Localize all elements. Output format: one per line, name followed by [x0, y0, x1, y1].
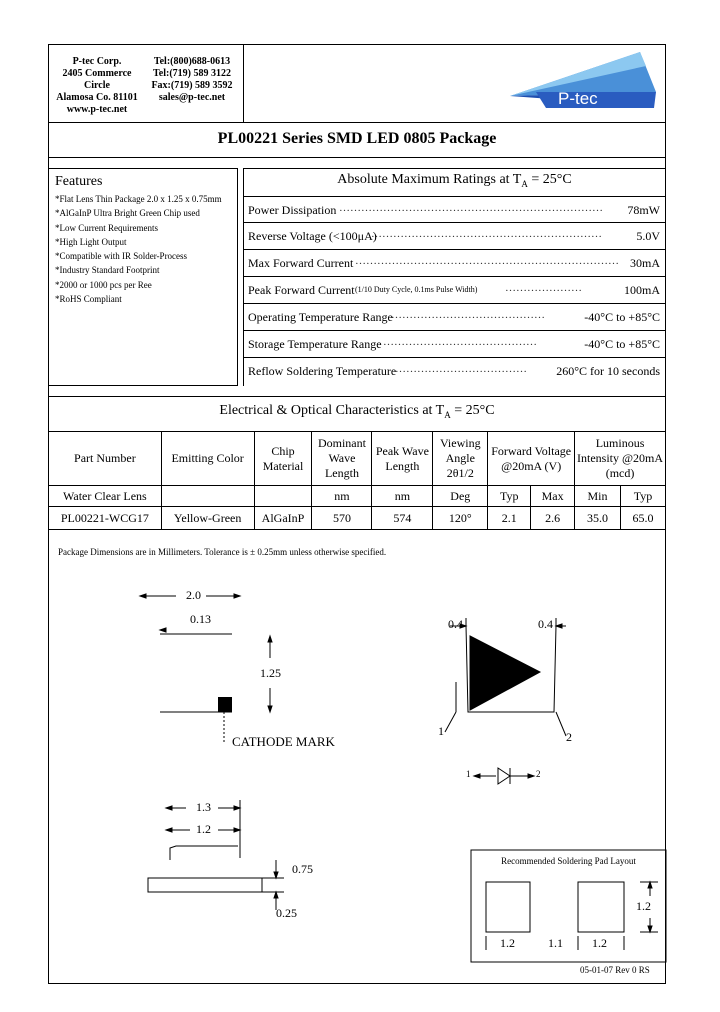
- col-header: Dominant Wave Length: [312, 432, 372, 486]
- package-note: Package Dimensions are in Millimeters. Tolerance is ± 0.25mm unless otherwise specified.: [58, 547, 387, 557]
- col-header: Peak Wave Length: [372, 432, 433, 486]
- feature-item: *2000 or 1000 pcs per Ree: [55, 279, 152, 290]
- pad-width-right: 1.2: [592, 936, 607, 950]
- rating-row: Reverse Voltage (<100μA) ……………………………………………………… 5.0V: [243, 222, 666, 248]
- cathode-mark-label: CATHODE MARK: [232, 734, 335, 749]
- col-header: Forward Voltage @20mA (V): [488, 432, 575, 486]
- rating-row: Peak Forward Current (1/10 Duty Cycle, 0.1ms Pulse Width) ………………… 100mA: [243, 276, 666, 302]
- page-title: PL00221 Series SMD LED 0805 Package: [217, 130, 497, 147]
- table-cell: Yellow-Green: [161, 507, 254, 530]
- table-cell: nm: [372, 486, 433, 507]
- eo-heading: Electrical & Optical Characteristics at $T_A = 25^\circ C$: [219, 403, 495, 420]
- logo-text: P-tec: [558, 89, 598, 108]
- pad-height: 1.2: [636, 899, 651, 913]
- table-cell: 574: [372, 507, 433, 530]
- company-contact: Tel:(800)688-0613 Tel:(719) 589 3122 Fax:(719) 589 3592 sales@p-tec.net: [151, 56, 233, 103]
- col-header: Chip Material: [254, 432, 312, 486]
- rating-row: Reflow Soldering Temperature ……………………………… 260°C for 10 seconds: [243, 357, 666, 386]
- table-cell: 2.6: [531, 507, 575, 530]
- symbol-pin-1: 1: [466, 769, 471, 779]
- symbol-pin-2: 2: [536, 769, 541, 779]
- table-cell: 2.1: [488, 507, 531, 530]
- revision-footer: 05-01-07 Rev 0 RS: [580, 965, 650, 975]
- col-header: Luminous Intensity @20mA (mcd): [575, 432, 666, 486]
- rating-row: Operating Temperature Range …………………………………… -40°C to +85°C: [243, 303, 666, 329]
- feature-item: *Flat Lens Thin Package 2.0 x 1.25 x 0.75mm: [55, 194, 222, 204]
- pad-gap: 1.1: [548, 936, 563, 950]
- company-address: P-tec Corp. 2405 Commerce Circle Alamosa Co. 81101 www.p-tec.net: [56, 56, 138, 115]
- rating-row: Power Dissipation ……………………………………………………………… 78mW: [243, 196, 666, 222]
- table-cell: nm: [312, 486, 372, 507]
- dim-left-gap: 0.4: [448, 617, 463, 631]
- table-cell: PL00221-WCG17: [49, 507, 162, 530]
- feature-item: *AlGaInP Ultra Bright Green Chip used: [55, 208, 200, 219]
- table-cell: 35.0: [575, 507, 621, 530]
- table-cell: AlGaInP: [254, 507, 312, 530]
- col-header: Emitting Color: [161, 432, 254, 486]
- feature-item: *RoHS Compliant: [55, 294, 122, 305]
- table-cell: 570: [312, 507, 372, 530]
- dim-1-3: 1.3: [196, 800, 211, 814]
- features-heading: Features: [55, 174, 103, 189]
- rating-row: Max Forward Current ……………………………………………………………… 30mA: [243, 249, 666, 275]
- table-cell: Water Clear Lens: [49, 486, 162, 507]
- pad-width-left: 1.2: [500, 936, 515, 950]
- col-header: Viewing Angle 2θ1/2: [433, 432, 488, 486]
- pin-2-label: 2: [566, 730, 572, 744]
- table-cell: 65.0: [620, 507, 665, 530]
- table-cell: 120°: [433, 507, 488, 530]
- dim-lens-offset: 0.13: [190, 612, 211, 626]
- feature-item: *Compatible with IR Solder-Process: [55, 251, 188, 262]
- pin-1-label: 1: [438, 724, 444, 738]
- ratings-heading: Absolute Maximum Ratings at $T_A = 25^\circ C$: [337, 172, 572, 189]
- feature-item: *High Light Output: [55, 236, 127, 247]
- dim-height: 0.75: [292, 862, 313, 876]
- table-cell: Typ: [488, 486, 531, 507]
- dim-width: 2.0: [186, 588, 201, 602]
- dim-right-gap: 0.4: [538, 617, 553, 631]
- table-cell: Typ: [620, 486, 665, 507]
- rating-row: Storage Temperature Range …………………………………… -40°C to +85°C: [243, 330, 666, 356]
- solder-pad-title: Recommended Soldering Pad Layout: [501, 856, 636, 866]
- table-cell: Deg: [433, 486, 488, 507]
- feature-item: *Low Current Requirements: [55, 222, 158, 233]
- dim-1-2: 1.2: [196, 822, 211, 836]
- col-header: Part Number: [49, 432, 162, 486]
- dim-length: 1.25: [260, 666, 281, 680]
- dim-pad-thickness: 0.25: [276, 906, 297, 920]
- table-cell: Max: [531, 486, 575, 507]
- feature-item: *Industry Standard Footprint: [55, 265, 160, 276]
- table-cell: Min: [575, 486, 621, 507]
